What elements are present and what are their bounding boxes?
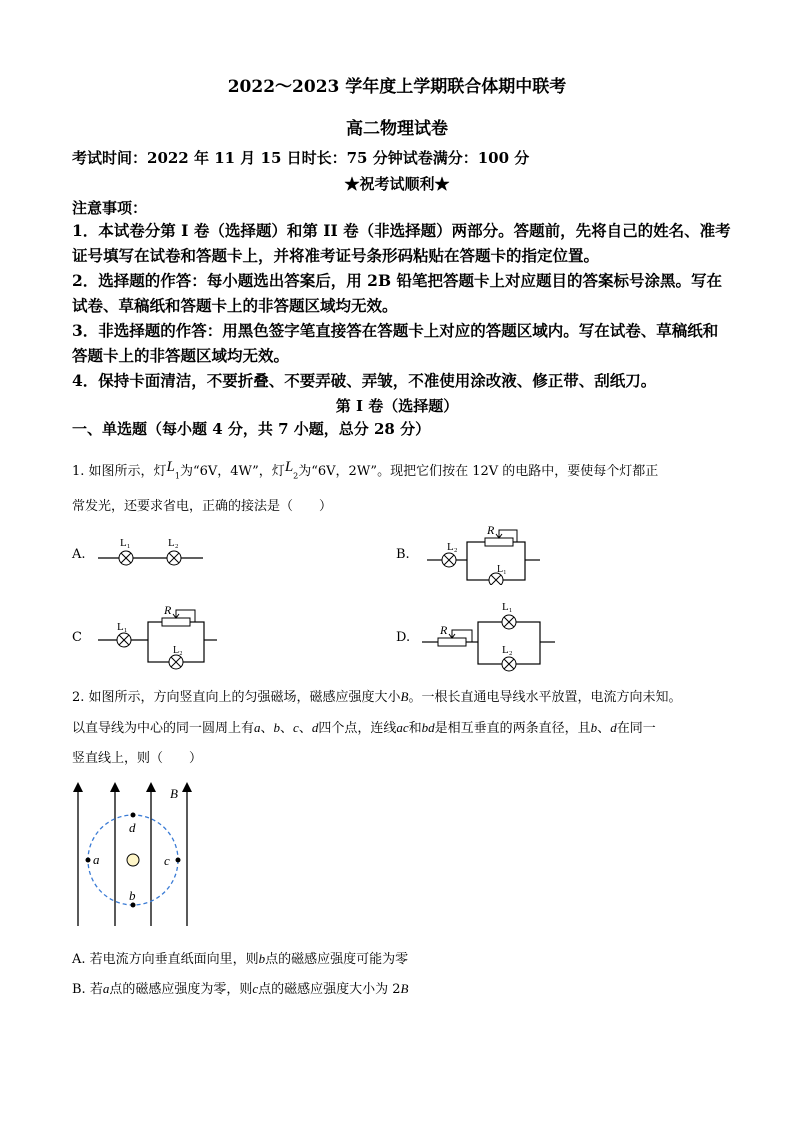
circuit-diagram-c [95,600,220,675]
question-2-text: 2. 如图所示，方向竖直向上的匀强磁场，磁感应强度大小B。一根长直通电导线水平放置，电流方向未知。 以直导线为中心的同一圆周上有a、b、c、d四个点，连线ac和bd是相互垂直的两条直径，且b、d在同一 竖直线上，则（ ） [72,689,682,766]
lamp-l1-icon [119,551,133,565]
label-l2: L₂ [447,541,458,553]
label-b: b [129,888,136,903]
lamp-l2-icon [502,657,516,671]
notes-heading: 注意事项： [72,199,148,217]
label-l2: L₂ [168,537,179,549]
circuit-diagram-b [425,520,545,585]
point-d [131,813,136,818]
subject-title: 高二物理试卷 [346,119,448,139]
q1-option-a[interactable]: A. [72,547,86,562]
blessing: ★祝考试顺利★ [344,175,450,193]
note-3: 3．非选择题的作答：用黑色签字笔直接答在答题卡上对应的答题区域内。写在试卷、草稿纸和答题卡上的非答题区域均无效。 [72,321,719,365]
lamp-l1-icon [502,615,516,629]
label-d: d [129,820,136,835]
label-l1: L₁ [502,601,513,613]
label-c: c [164,853,170,868]
label-l2: L₂ [502,644,513,656]
q2-option-b[interactable]: B. 若a点的磁感应强度为零，则c点的磁感应强度大小为 2B [72,981,409,997]
exam-title: 2022～2023 学年度上学期联合体期中联考 [227,77,567,97]
point-c [176,858,181,863]
q1-option-b[interactable]: B. [396,547,410,562]
label-l1: L₁ [120,537,131,549]
note-2: 2．选择题的作答：每小题选出答案后，用 2B 铅笔把答题卡上对应题目的答案标号涂黑。写在试卷、草稿纸和答题卡上的非答题区域均无效。 [72,271,722,315]
label-r: R [487,523,495,537]
circuit-diagram-d [420,598,560,678]
exam-info: 考试时间：2022 年 11 月 15 日时长：75 分钟试卷满分：100 分 [72,149,530,167]
circuit-diagram-a [95,530,215,575]
lamp-l2-icon [167,551,181,565]
label-r: R [440,623,448,637]
label-a: a [93,852,100,867]
label-r: R [164,603,172,617]
q1-option-c[interactable]: C [72,630,82,645]
q1-option-d[interactable]: D. [396,630,411,645]
lamp-l1-icon [117,633,131,647]
label-field-b: B [170,786,178,801]
part1-title: 第 I 卷（选择题） [335,397,459,415]
section-title: 一、单选题（每小题 4 分，共 7 小题，总分 28 分） [72,420,431,438]
q2-option-a[interactable]: A. 若电流方向垂直纸面向里，则b点的磁感应强度可能为零 [72,951,409,967]
note-1: 1．本试卷分第 I 卷（选择题）和第 II 卷（非选择题）两部分。答题前，先将自己的姓名、准考证号填写在试卷和答题卡上，并将准考证号条形码粘贴在答题卡的指定位置。 [72,221,731,265]
label-l2: L₂ [173,645,183,656]
note-4: 4．保持卡面清洁，不要折叠、不要弄破、弄皱，不准使用涂改液、修正带、刮纸刀。 [72,371,657,390]
label-l1: L₁ [117,621,128,633]
lamp-l2-icon [169,655,183,669]
label-l1: L₁ [497,564,507,575]
lamp-l2-icon [442,553,456,567]
point-a [86,858,91,863]
wire-cross-section [127,854,139,866]
magnetic-field-diagram [68,780,198,930]
question-1-text: 1. 如图所示，灯$L_1$为“6V，4W”，灯$L_2$为“6V，2W”。现把它们按在 12V 的电路中，要使每个灯都正 常发光，还要求省电，正确的接法是（ ） [72,459,659,514]
point-b [131,903,136,908]
